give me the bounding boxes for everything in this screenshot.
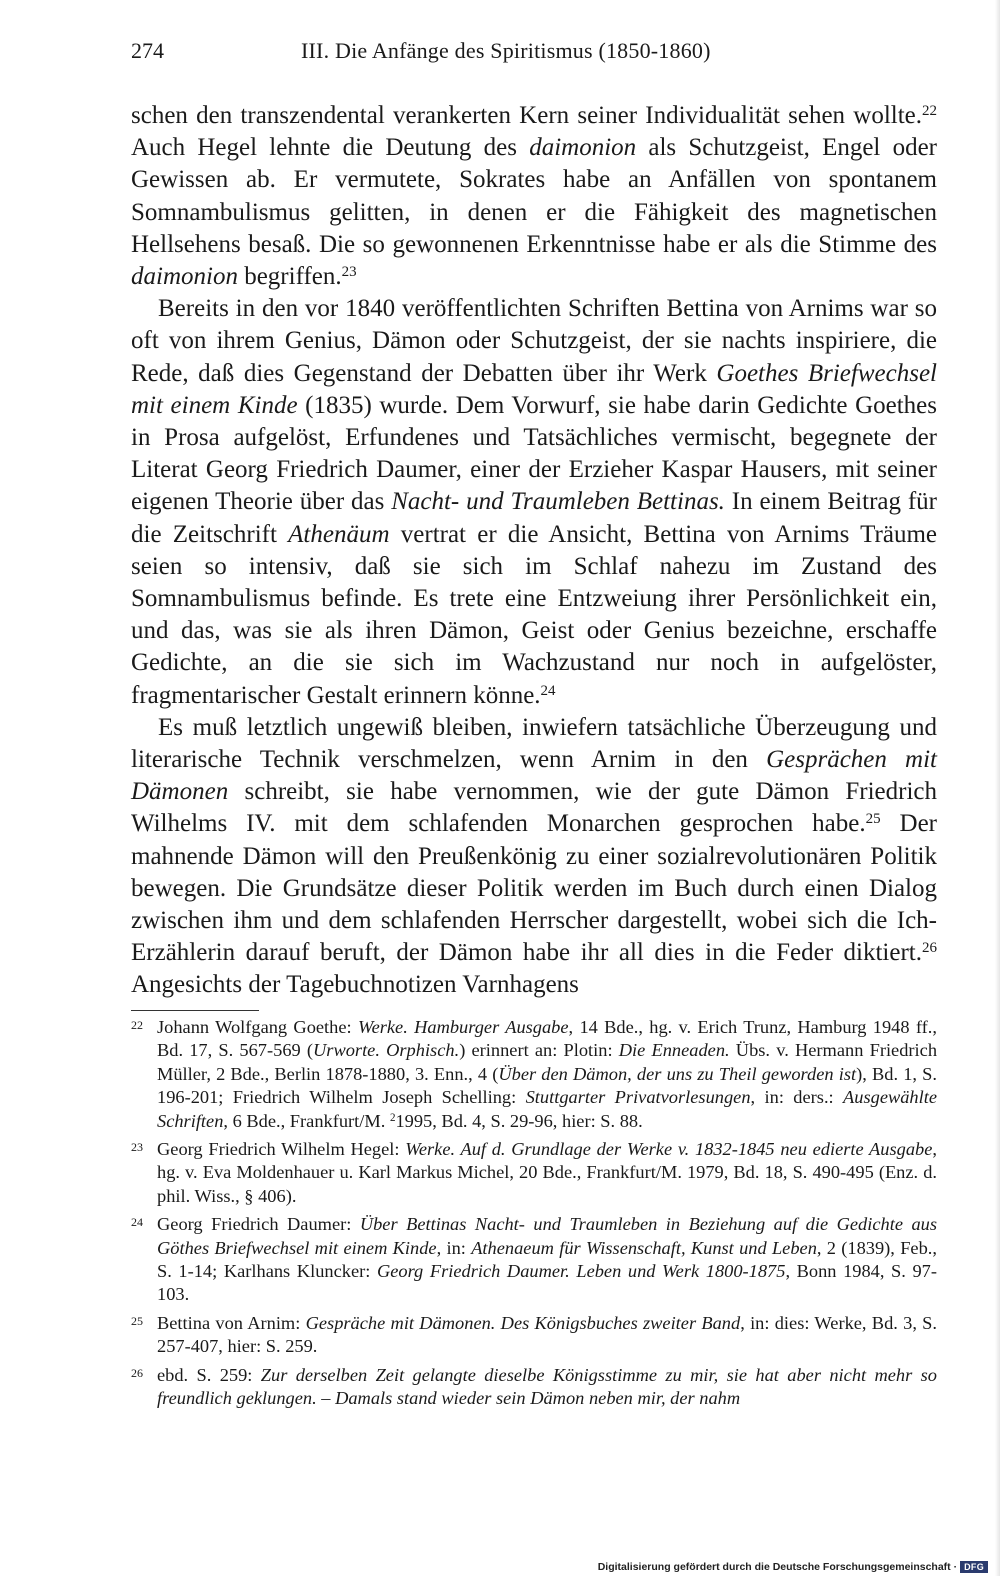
italic-span: Georg Friedrich Daumer. Leben und Werk 1800-1875 xyxy=(376,1261,786,1282)
text-span: Georg Friedrich Wilhelm Hegel: xyxy=(157,1139,406,1160)
footnote-ref: 24 xyxy=(540,682,556,699)
footnote-text xyxy=(157,1138,937,1208)
text-span: ) erinnert an: Plotin: xyxy=(459,1040,619,1061)
footnote-ref: 23 xyxy=(341,263,357,280)
digitization-credit xyxy=(598,1561,988,1573)
footnote-number: 23 xyxy=(131,1140,143,1155)
italic-span: daimonion xyxy=(529,134,637,162)
italic-span: Athenäum xyxy=(288,520,390,548)
footnote xyxy=(131,1364,937,1411)
text-span: Angesichts der Tagebuchnotizen Varnhagens xyxy=(131,971,579,999)
text-span: schreibt, sie habe vernommen, wie der gute Dämon Friedrich Wilhelms IV. mit dem schlafenden Monarchen gesprochen habe. xyxy=(131,778,937,838)
italic-span: Die Enneaden. xyxy=(618,1040,730,1061)
text-span: , in: dies: Werke, Bd. 3, S. 257-407, hier: S. 259. xyxy=(157,1312,938,1357)
text-span: schen den transzendental verankerten Kern seiner Individualität sehen wollte. xyxy=(131,102,922,129)
footnote-text xyxy=(157,1213,937,1307)
footnote xyxy=(131,1213,937,1307)
credit-text: Digitalisierung gefördert durch die Deutsche Forschungsgemeinschaft · xyxy=(597,1561,958,1573)
italic-span: Athenaeum für Wissenschaft, Kunst und Leben xyxy=(471,1237,817,1258)
text-span: 1995, Bd. 4, S. 29-96, hier: S. 88. xyxy=(395,1110,643,1131)
text-span: , 6 Bde., Frankfurt/M. xyxy=(223,1110,390,1131)
footnote-text xyxy=(157,1312,937,1359)
text-span: Es muß letztlich ungewiß bleiben, inwiefern tatsächliche Überzeugung und literarische Technik verschmelzen, wenn Arnim in den xyxy=(131,713,937,774)
page-number: 274 xyxy=(131,38,164,63)
footnote-ref: 22 xyxy=(922,102,937,119)
paragraph xyxy=(131,100,937,293)
text-span: als Schutzgeist, Engel oder Gewissen ab. Er vermutete, Sokrates habe an Anfällen von spontanem Somnambulismus gelitten, in denen er die Fähigkeit des magnetischen Hellsehens besaß. Die so gewonnenen Erkenntnisse habe er als die Stimme des xyxy=(131,134,938,258)
text-span: Georg Friedrich Daumer: xyxy=(157,1214,360,1235)
italic-span: Gespräche mit Dämonen. Des Königsbuches zweiter Band xyxy=(305,1312,741,1333)
dfg-logo: DFG xyxy=(960,1561,988,1573)
footnote xyxy=(131,1312,937,1359)
text-span: Übs. v. Hermann Friedrich Müller, 2 Bde., Berlin 1878-1880, 3. Enn., 4 ( xyxy=(157,1040,938,1084)
italic-span: Goethes Briefwechsel mit einem Kinde xyxy=(131,359,937,419)
text-span: ), Bd. 1, S. 196-201; Friedrich Wilhelm Joseph Schelling: xyxy=(157,1063,937,1108)
footnotes xyxy=(131,1016,937,1416)
running-title: III. Die Anfänge des Spiritismus (1850-1860) xyxy=(301,38,711,63)
text-span: , Bonn 1984, S. 97-103. xyxy=(157,1261,937,1305)
italic-span: Zur derselben Zeit gelangte dieselbe Königsstimme zu mir, sie hat aber nicht mehr so freundlich geklungen. – Damals stand wieder sein Dämon neben mir, der nahm xyxy=(157,1364,937,1409)
text-span: , 2 (1839), Feb., S. 1-14; Karlhans Kluncker: xyxy=(157,1237,937,1282)
text-span: Bereits in den vor 1840 veröffentlichten Schriften Bettina von Arnims war so oft von ihrem Genius, Dämon oder Schutzgeist, der sie nachts inspiriere, die Rede, daß dies Gegenstand der Debatten über ihr Werk xyxy=(131,295,937,387)
main-text xyxy=(131,100,937,1002)
text-span: Der mahnende Dämon will den Preußenkönig zu einer sozialrevolutionären Politik bewegen. Die Grundsätze dieser Politik werden im Buch durch einen Dialog zwischen ihm und dem schlafenden Herrscher dargestellt, wobei sich die Ich-Erzählerin darauf beruft, der Dämon habe ihr all dies in die Feder diktiert. xyxy=(131,810,937,967)
footnote-separator xyxy=(131,1010,259,1011)
italic-span: Ausgewählte Schriften xyxy=(157,1087,938,1131)
footnote-number: 24 xyxy=(131,1215,143,1230)
paragraph xyxy=(131,293,937,712)
footnote-number: 26 xyxy=(131,1365,143,1380)
footnote-number: 22 xyxy=(131,1018,143,1032)
italic-span: daimonion xyxy=(131,263,238,291)
italic-span: Gesprächen mit Dämonen xyxy=(131,746,937,806)
footnote-text xyxy=(157,1364,937,1411)
italic-span: Werke. Auf d. Grundlage der Werke v. 1832-1845 neu edierte Ausgabe xyxy=(405,1139,933,1160)
text-span: ebd. S. 259: xyxy=(157,1364,261,1385)
footnote-ref: 25 xyxy=(865,811,881,828)
footnote-ref: 2 xyxy=(389,1111,396,1124)
italic-span: Urworte. Orphisch. xyxy=(313,1040,460,1061)
page-header xyxy=(131,34,937,68)
text-span: , hg. v. Eva Moldenhauer u. Karl Markus Michel, 20 Bde., Frankfurt/M. 1979, Bd. 18, S. 490-495 (Enz. d. phil. Wiss., § 406). xyxy=(157,1139,937,1206)
text-span: Johann Wolfgang Goethe: xyxy=(157,1017,358,1037)
text-span: (1835) wurde. Dem Vorwurf, sie habe darin Gedichte Goethes in Prosa aufgelöst, Erfundenes und Tatsächliches vermischt, begegnete der Literat Georg Friedrich Daumer, einer der Erzieher Kaspar Hausers, mit seiner eigenen Theorie über das xyxy=(131,391,937,516)
text-span: , in: xyxy=(436,1237,472,1258)
text-span: Bettina von Arnim: xyxy=(157,1312,306,1333)
text-span: vertrat er die Ansicht, Bettina von Arnims Träume seien so intensiv, daß sie sich im Schlaf nahezu im Zustand des Somnambulismus befinde. Es trete eine Entzweiung ihrer Persönlichkeit ein, und das, was sie als ihren Dämon, Geist oder Genius bezeichne, erschaffe Gedichte, an die sie sich im Wachzustand nur noch in aufgelöster, fragmentarischer Gestalt erinnern könne. xyxy=(131,520,937,709)
page-edge-shadow xyxy=(995,0,1000,1576)
italic-span: Über den Dämon, der uns zu Theil geworden ist xyxy=(498,1063,857,1084)
footnote-ref: 26 xyxy=(922,940,937,957)
italic-span: Nacht- und Traumleben Bettinas. xyxy=(391,488,725,516)
text-span: begriffen. xyxy=(237,263,342,291)
italic-span: Werke. Hamburger Ausgabe xyxy=(357,1017,569,1037)
text-span: , 14 Bde., hg. v. Erich Trunz, Hamburg 1948 ff., Bd. 17, S. 567-569 ( xyxy=(157,1017,937,1061)
text-span: In einem Beitrag für die Zeitschrift xyxy=(131,488,938,548)
footnote xyxy=(131,1138,937,1208)
paragraph xyxy=(131,712,937,1002)
text-span: Auch Hegel lehnte die Deutung des xyxy=(131,134,530,162)
text-span: , in: ders.: xyxy=(750,1087,844,1108)
footnote xyxy=(131,1016,937,1133)
footnote-text xyxy=(157,1016,937,1133)
italic-span: Über Bettinas Nacht- und Traumleben in Beziehung auf die Gedichte aus Göthes Briefwechsel mit einem Kinde xyxy=(157,1214,938,1258)
italic-span: Stuttgarter Privatvorlesungen xyxy=(525,1087,751,1108)
footnote-number: 25 xyxy=(131,1313,143,1328)
